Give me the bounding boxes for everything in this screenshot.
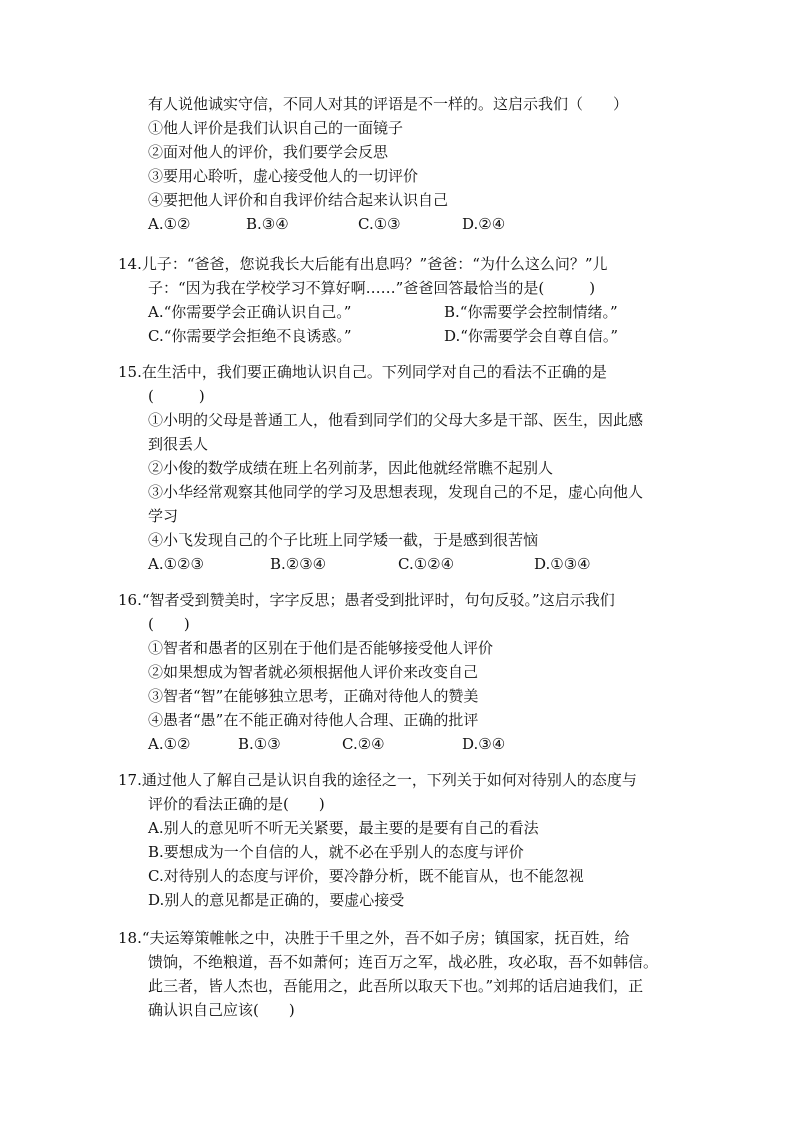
statement: ③小华经常观察其他同学的学习及思想表现，发现自己的不足，虚心向他人 xyxy=(148,483,644,501)
question-18-stem-cont: 确认识自己应该( ) xyxy=(148,1001,295,1019)
option-d: D.②④ xyxy=(462,215,506,233)
statement: ③要用心聆听，虚心接受他人的一切评价 xyxy=(148,167,419,185)
option-b: B.②③④ xyxy=(270,555,327,573)
question-13 xyxy=(148,92,708,236)
statement: 到很丢人 xyxy=(148,435,209,453)
statement: ②如果想成为智者就必须根据他人评价来改变自己 xyxy=(148,663,479,681)
option-a: A.“你需要学会正确认识自己。” xyxy=(148,303,352,321)
option-c: C.①②④ xyxy=(398,555,455,573)
question-18-stem: 18.“夫运筹策帷帐之中，决胜于千里之外，吾不如子房；镇国家，抚百姓，给 xyxy=(118,929,630,947)
statement: ①智者和愚者的区别在于他们是否能够接受他人评价 xyxy=(148,639,494,657)
option-c: C.对待别人的态度与评价，要冷静分析，既不能盲从，也不能忽视 xyxy=(148,867,584,885)
option-b: B.“你需要学会控制情绪。” xyxy=(444,303,618,321)
statement: ③智者“智”在能够独立思考，正确对待他人的赞美 xyxy=(148,687,479,705)
question-15 xyxy=(118,360,688,576)
question-17-stem: 17.通过他人了解自己是认识自我的途径之一，下列关于如何对待别人的态度与 xyxy=(118,771,637,789)
question-14-stem: 14.儿子：“爸爸，您说我长大后能有出息吗？”爸爸：“为什么这么问？”儿 xyxy=(118,255,608,273)
statement: ④要把他人评价和自我评价结合起来认识自己 xyxy=(148,191,449,209)
question-18-stem-cont: 此三者，皆人杰也，吾能用之，此吾所以取天下也。”刘邦的话启迪我们，正 xyxy=(148,977,644,995)
option-a: A.①② xyxy=(148,735,191,753)
option-b: B.③④ xyxy=(246,215,289,233)
question-16 xyxy=(118,588,688,756)
question-14-stem-cont: 子：“因为我在学校学习不算好啊……”爸爸回答最恰当的是( ) xyxy=(148,279,596,297)
options-row xyxy=(118,324,688,348)
question-18-stem-cont: 馈饷，不绝粮道，吾不如萧何；连百万之军，战必胜，攻必取，吾不如韩信。 xyxy=(148,953,659,971)
question-18 xyxy=(118,926,688,1022)
option-b: B.①③ xyxy=(238,735,281,753)
option-d: D.①③④ xyxy=(534,555,591,573)
option-d: D.别人的意见都是正确的，要虚心接受 xyxy=(148,891,405,909)
option-b: B.要想成为一个自信的人，就不必在乎别人的态度与评价 xyxy=(148,843,524,861)
question-14 xyxy=(118,252,688,348)
statement: ④小飞发现自己的个子比班上同学矮一截，于是感到很苦恼 xyxy=(148,531,539,549)
options-row xyxy=(118,300,688,324)
options-row xyxy=(118,552,688,576)
option-d: D.③④ xyxy=(462,735,506,753)
option-c: C.①③ xyxy=(358,215,401,233)
option-a: A.别人的意见听不听无关紧要，最主要的是要有自己的看法 xyxy=(148,819,539,837)
option-a: A.①②③ xyxy=(148,555,204,573)
options-row xyxy=(148,212,708,236)
question-17-stem-cont: 评价的看法正确的是( ) xyxy=(148,795,325,813)
question-16-stem: 16.“智者受到赞美时，字字反思；愚者受到批评时，句句反驳。”这启示我们 xyxy=(118,591,615,609)
question-17 xyxy=(118,768,688,912)
option-d: D.“你需要学会自尊自信。” xyxy=(444,327,619,345)
question-13-stem: 有人说他诚实守信，不同人对其的评语是不一样的。这启示我们（ ） xyxy=(148,95,629,113)
statement: ①他人评价是我们认识自己的一面镜子 xyxy=(148,119,404,137)
question-16-stem-cont: ( ) xyxy=(148,615,190,633)
statement: ②面对他人的评价，我们要学会反思 xyxy=(148,143,389,161)
options-row xyxy=(118,732,688,756)
statement: ④愚者“愚”在不能正确对待他人合理、正确的批评 xyxy=(148,711,479,729)
question-15-stem: 15.在生活中，我们要正确地认识自己。下列同学对自己的看法不正确的是 xyxy=(118,363,607,381)
option-c: C.“你需要学会拒绝不良诱惑。” xyxy=(148,327,352,345)
option-c: C.②④ xyxy=(342,735,385,753)
question-15-stem-cont: ( ) xyxy=(148,387,205,405)
statement: ②小俊的数学成绩在班上名列前茅，因此他就经常瞧不起别人 xyxy=(148,459,554,477)
option-a: A.①② xyxy=(148,215,191,233)
statement: 学习 xyxy=(148,507,179,525)
statement: ①小明的父母是普通工人，他看到同学们的父母大多是干部、医生，因此感 xyxy=(148,411,644,429)
